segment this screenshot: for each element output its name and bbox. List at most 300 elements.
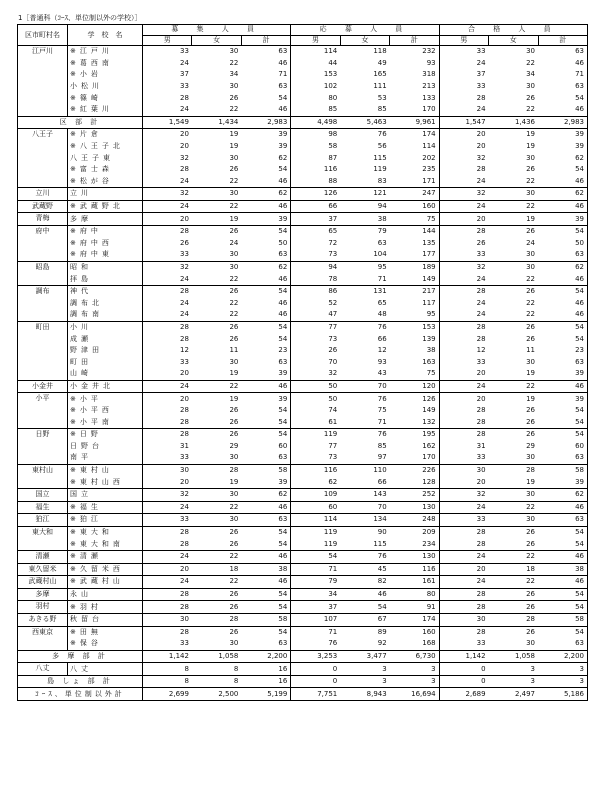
accepted-male-cell: 24 — [439, 200, 488, 213]
applicant-total-cell: 202 — [390, 152, 439, 164]
accepted-male-cell: 28 — [439, 225, 488, 237]
accepted-male-cell: 0 — [439, 675, 488, 688]
applicant-female-cell: 115 — [373, 539, 387, 548]
accepted-total-cell: 38 — [538, 563, 588, 576]
table-row — [18, 601, 588, 614]
table-row — [18, 452, 588, 464]
district-name: 福生 — [18, 501, 68, 514]
recruit-male-cell: 24 — [180, 310, 189, 319]
recruit-male-cell: 24 — [180, 274, 189, 283]
school-name: 小金井北 — [68, 380, 143, 393]
applicant-male-cell: 73 — [328, 453, 338, 462]
district-name: 東村山 — [18, 464, 68, 488]
applicant-female-cell: 66 — [377, 334, 387, 343]
recruit-female-cell: 22 — [192, 501, 241, 514]
accepted-male-cell: 24 — [476, 105, 486, 114]
recruit-total-cell: 46 — [241, 200, 290, 213]
recruit-female-cell: 19 — [192, 393, 241, 405]
district-name: 東大和 — [18, 526, 68, 550]
applicant-total-cell: 161 — [390, 576, 439, 589]
school-name: ※府中西 — [68, 238, 143, 250]
header-male: 男 — [439, 35, 488, 46]
table-row — [18, 429, 588, 441]
recruit-total-cell: 54 — [241, 92, 290, 104]
applicant-female-cell: 104 — [373, 250, 387, 259]
recruit-female-cell: 28 — [192, 464, 241, 476]
accepted-female-cell: 22 — [526, 310, 535, 319]
accepted-female-cell: 26 — [526, 406, 535, 415]
applicant-female-cell: 70 — [340, 501, 389, 514]
applicant-male-cell: 0 — [291, 663, 340, 676]
recruit-female-cell: 2,500 — [192, 688, 241, 701]
recruit-male-cell: 28 — [143, 626, 192, 638]
accepted-female-cell: 30 — [526, 82, 535, 91]
applicant-female-cell: 93 — [377, 357, 387, 366]
accepted-female-cell: 30 — [489, 514, 538, 527]
recruit-male-cell: 28 — [143, 429, 192, 441]
district-name: 狛江 — [18, 514, 68, 527]
accepted-female-cell: 19 — [489, 213, 538, 226]
recruit-total-cell: 63 — [241, 638, 290, 650]
table-row — [18, 613, 588, 626]
header-female: 女 — [192, 35, 241, 46]
accepted-male-cell: 33 — [476, 357, 486, 366]
district-name: 昭島 — [18, 261, 68, 285]
recruit-male-cell: 8 — [143, 675, 192, 688]
district-name: 立川 — [18, 188, 68, 201]
recruit-total-cell: 46 — [241, 380, 290, 393]
district-name: 小平 — [18, 393, 68, 429]
accepted-total-cell: 46 — [538, 576, 588, 589]
applicant-total-cell: 189 — [390, 261, 439, 273]
accepted-female-cell: 26 — [489, 225, 538, 237]
recruit-female-cell: 24 — [229, 238, 239, 247]
accepted-total-cell: 39 — [538, 213, 588, 226]
accepted-total-cell: 46 — [538, 309, 588, 321]
school-name: 日野台 — [68, 441, 143, 453]
applicant-male-cell: 116 — [291, 464, 340, 476]
accepted-female-cell: 22 — [526, 105, 535, 114]
table-caption: 1［普通科（ｺｰｽ、単位制以外の学校）］ — [18, 14, 142, 22]
applicant-male-cell: 62 — [328, 477, 338, 486]
applicant-total-cell: 3 — [390, 663, 439, 676]
applicant-total-cell: 160 — [390, 200, 439, 213]
accepted-total-cell: 46 — [538, 297, 588, 309]
accepted-female-cell: 34 — [526, 70, 535, 79]
accepted-male-cell: 20 — [439, 213, 488, 226]
recruit-female-cell: 30 — [229, 453, 239, 462]
accepted-female-cell: 30 — [489, 46, 538, 58]
applicant-total-cell: 139 — [390, 333, 439, 345]
accepted-male-cell: 30 — [439, 464, 488, 476]
applicant-female-cell: 63 — [377, 238, 387, 247]
accepted-total-cell: 63 — [538, 81, 588, 93]
applicant-female-cell: 38 — [340, 213, 389, 226]
accepted-female-cell: 22 — [526, 298, 535, 307]
subtotal-label: 島 しょ 部 計 — [18, 675, 143, 688]
accepted-male-cell: 33 — [476, 82, 486, 91]
applicant-female-cell: 76 — [340, 321, 389, 333]
accepted-male-cell: 28 — [439, 588, 488, 601]
applicant-female-cell: 46 — [340, 588, 389, 601]
recruit-male-cell: 1,142 — [143, 650, 192, 663]
recruit-total-cell: 39 — [241, 213, 290, 226]
recruit-total-cell: 54 — [241, 225, 290, 237]
header-female: 女 — [340, 35, 389, 46]
accepted-male-cell: 20 — [476, 142, 486, 151]
applicant-total-cell: 75 — [390, 368, 439, 380]
accepted-total-cell: 54 — [538, 321, 588, 333]
school-name: ※片倉 — [68, 129, 143, 141]
applicant-total-cell: 133 — [390, 92, 439, 104]
recruit-total-cell: 46 — [241, 58, 290, 70]
table-row — [18, 368, 588, 380]
district-name: 江戸川 — [18, 46, 68, 117]
recruit-total-cell: 62 — [241, 152, 290, 164]
accepted-male-cell: 28 — [476, 334, 486, 343]
applicant-total-cell: 318 — [390, 69, 439, 81]
applicant-female-cell: 54 — [340, 601, 389, 614]
accepted-female-cell: 30 — [526, 250, 535, 259]
recruit-female-cell: 22 — [229, 298, 239, 307]
accepted-total-cell: 2,200 — [538, 650, 588, 663]
applicant-male-cell: 78 — [328, 274, 338, 283]
accepted-male-cell: 24 — [439, 576, 488, 589]
accepted-total-cell: 60 — [538, 441, 588, 453]
subtotal-row — [18, 116, 588, 129]
applicant-total-cell: 163 — [390, 356, 439, 368]
recruit-male-cell: 28 — [143, 601, 192, 614]
applicant-total-cell: 170 — [390, 452, 439, 464]
accepted-total-cell: 62 — [538, 488, 588, 501]
accepted-male-cell: 1,547 — [439, 116, 488, 129]
table-row — [18, 476, 588, 488]
header-district: 区市町村名 — [18, 25, 68, 46]
recruit-female-cell: 30 — [192, 46, 241, 58]
accepted-female-cell: 19 — [489, 393, 538, 405]
applicant-total-cell: 209 — [390, 526, 439, 538]
table-row — [18, 416, 588, 428]
school-name: 永山 — [68, 588, 143, 601]
recruit-male-cell: 1,549 — [143, 116, 192, 129]
recruit-total-cell: 54 — [241, 429, 290, 441]
recruit-male-cell: 20 — [143, 563, 192, 576]
table-row — [18, 526, 588, 538]
accepted-total-cell: 39 — [538, 129, 588, 141]
accepted-male-cell: 28 — [439, 285, 488, 297]
accepted-total-cell: 39 — [538, 393, 588, 405]
applicant-male-cell: 109 — [291, 488, 340, 501]
school-name: 調布南 — [68, 309, 143, 321]
table-row — [18, 321, 588, 333]
applicant-female-cell: 66 — [377, 477, 387, 486]
accepted-total-cell: 54 — [538, 538, 588, 550]
recruit-female-cell: 1,434 — [192, 116, 241, 129]
recruit-total-cell: 62 — [241, 261, 290, 273]
applicant-total-cell: 234 — [390, 538, 439, 550]
accepted-female-cell: 26 — [489, 285, 538, 297]
header-total: 計 — [538, 35, 588, 46]
school-name: ※保谷 — [68, 638, 143, 650]
school-name: ※日野 — [68, 429, 143, 441]
recruit-female-cell: 19 — [229, 477, 239, 486]
recruit-male-cell: 12 — [180, 346, 189, 355]
accepted-male-cell: 24 — [476, 298, 486, 307]
subtotal-row — [18, 688, 588, 701]
recruit-male-cell: 30 — [143, 613, 192, 626]
recruit-female-cell: 26 — [229, 406, 239, 415]
applicant-female-cell: 94 — [340, 200, 389, 213]
recruit-female-cell: 26 — [229, 93, 239, 102]
recruit-male-cell: 20 — [143, 393, 192, 405]
accepted-female-cell: 30 — [526, 639, 535, 648]
applicant-male-cell: 50 — [291, 393, 340, 405]
accepted-female-cell: 24 — [526, 238, 535, 247]
recruit-female-cell: 8 — [192, 675, 241, 688]
applicant-female-cell: 83 — [377, 176, 387, 185]
accepted-male-cell: 28 — [476, 165, 486, 174]
accepted-female-cell: 26 — [526, 539, 535, 548]
recruit-female-cell: 30 — [229, 153, 239, 162]
recruit-male-cell: 31 — [180, 441, 189, 450]
applicant-male-cell: 50 — [291, 380, 340, 393]
recruit-female-cell: 26 — [229, 165, 239, 174]
school-name: ※羽村 — [68, 601, 143, 614]
accepted-male-cell: 32 — [439, 488, 488, 501]
recruit-male-cell: 28 — [180, 334, 189, 343]
accepted-male-cell: 0 — [439, 663, 488, 676]
recruit-female-cell: 19 — [192, 129, 241, 141]
table-row — [18, 225, 588, 237]
table-row — [18, 273, 588, 285]
header-female: 女 — [489, 35, 538, 46]
accepted-male-cell: 28 — [439, 601, 488, 614]
recruit-total-cell: 39 — [241, 476, 290, 488]
recruit-total-cell: 62 — [241, 488, 290, 501]
accepted-female-cell: 22 — [489, 200, 538, 213]
applicant-female-cell: 76 — [340, 550, 389, 563]
applicant-female-cell: 5,463 — [340, 116, 389, 129]
recruit-male-cell: 24 — [180, 298, 189, 307]
applicant-total-cell: 195 — [390, 429, 439, 441]
recruit-total-cell: 16 — [241, 663, 290, 676]
accepted-total-cell: 58 — [538, 613, 588, 626]
accepted-total-cell: 54 — [538, 285, 588, 297]
table-row — [18, 164, 588, 176]
recruit-female-cell: 34 — [229, 70, 239, 79]
accepted-total-cell: 54 — [538, 601, 588, 614]
school-name: ※松が谷 — [68, 176, 143, 188]
table-row — [18, 626, 588, 638]
applicant-male-cell: 73 — [328, 334, 338, 343]
accepted-female-cell: 19 — [526, 142, 535, 151]
district-name: 八丈 — [18, 663, 68, 676]
district-name: 調布 — [18, 285, 68, 321]
school-name: 小川 — [68, 321, 143, 333]
accepted-female-cell: 19 — [526, 477, 535, 486]
recruit-male-cell: 20 — [180, 369, 189, 378]
accepted-total-cell: 39 — [538, 476, 588, 488]
accepted-male-cell: 30 — [439, 613, 488, 626]
applicant-male-cell: 77 — [291, 321, 340, 333]
recruit-female-cell: 29 — [229, 441, 239, 450]
district-name: 清瀬 — [18, 550, 68, 563]
accepted-total-cell: 63 — [538, 514, 588, 527]
applicant-total-cell: 95 — [390, 309, 439, 321]
school-name: 成瀬 — [68, 333, 143, 345]
applicant-male-cell: 47 — [328, 310, 338, 319]
applicant-female-cell: 75 — [377, 406, 387, 415]
accepted-total-cell: 63 — [538, 452, 588, 464]
accepted-female-cell: 26 — [489, 429, 538, 441]
applicant-total-cell: 153 — [390, 321, 439, 333]
table-row — [18, 285, 588, 297]
school-name: ※小岩 — [68, 69, 143, 81]
table-row — [18, 129, 588, 141]
header-male: 男 — [143, 35, 192, 46]
applicant-total-cell: 177 — [390, 249, 439, 261]
recruit-total-cell: 58 — [241, 464, 290, 476]
school-name: ※小平西 — [68, 405, 143, 417]
applicant-total-cell: 162 — [390, 441, 439, 453]
applicant-female-cell: 115 — [373, 153, 387, 162]
applicant-female-cell: 143 — [340, 488, 389, 501]
accepted-total-cell: 23 — [538, 345, 588, 357]
table-row — [18, 380, 588, 393]
applicant-female-cell: 3 — [340, 675, 389, 688]
accepted-female-cell: 19 — [489, 129, 538, 141]
applicant-total-cell: 149 — [390, 273, 439, 285]
applicant-female-cell: 65 — [377, 298, 387, 307]
table-row — [18, 501, 588, 514]
header-male: 男 — [291, 35, 340, 46]
recruit-total-cell: 54 — [241, 333, 290, 345]
district-name: 青梅 — [18, 213, 68, 226]
applicant-male-cell: 37 — [291, 601, 340, 614]
accepted-total-cell: 63 — [538, 249, 588, 261]
applicant-total-cell: 226 — [390, 464, 439, 476]
applicant-male-cell: 37 — [291, 213, 340, 226]
recruit-female-cell: 26 — [192, 429, 241, 441]
accepted-female-cell: 26 — [489, 321, 538, 333]
applicant-male-cell: 32 — [328, 369, 338, 378]
applicant-female-cell: 70 — [340, 380, 389, 393]
table-row — [18, 550, 588, 563]
accepted-male-cell: 12 — [476, 346, 486, 355]
applicant-male-cell: 60 — [291, 501, 340, 514]
applicant-female-cell: 118 — [340, 46, 389, 58]
recruit-male-cell: 20 — [180, 142, 189, 151]
applicant-female-cell: 48 — [377, 310, 387, 319]
recruit-male-cell: 24 — [143, 200, 192, 213]
recruit-total-cell: 71 — [241, 69, 290, 81]
applicant-total-cell: 217 — [390, 285, 439, 297]
school-name: ※久留米西 — [68, 563, 143, 576]
recruit-female-cell: 30 — [229, 82, 239, 91]
accepted-total-cell: 54 — [538, 626, 588, 638]
applicant-female-cell: 12 — [377, 346, 387, 355]
applicant-female-cell: 3 — [340, 663, 389, 676]
recruit-female-cell: 26 — [192, 626, 241, 638]
applicant-female-cell: 119 — [373, 165, 387, 174]
accepted-total-cell: 46 — [538, 273, 588, 285]
applicant-female-cell: 89 — [340, 626, 389, 638]
applicant-male-cell: 52 — [328, 298, 338, 307]
accepted-total-cell: 62 — [538, 188, 588, 201]
applicant-female-cell: 71 — [377, 417, 387, 426]
recruit-female-cell: 11 — [229, 346, 239, 355]
applicant-total-cell: 130 — [390, 550, 439, 563]
recruit-total-cell: 2,983 — [241, 116, 290, 129]
accepted-female-cell: 29 — [526, 441, 535, 450]
district-name: あきる野 — [18, 613, 68, 626]
recruit-male-cell: 37 — [180, 70, 189, 79]
accepted-total-cell: 3 — [538, 675, 588, 688]
district-name: 羽村 — [18, 601, 68, 614]
recruit-total-cell: 63 — [241, 46, 290, 58]
applicant-total-cell: 149 — [390, 405, 439, 417]
school-name: 国立 — [68, 488, 143, 501]
school-name: ※東大和 — [68, 526, 143, 538]
recruit-total-cell: 46 — [241, 550, 290, 563]
recruit-total-cell: 46 — [241, 576, 290, 589]
applicant-male-cell: 34 — [291, 588, 340, 601]
accepted-total-cell: 50 — [538, 238, 588, 250]
school-name: 立川 — [68, 188, 143, 201]
school-name: ※武蔵野北 — [68, 200, 143, 213]
accepted-total-cell: 71 — [538, 69, 588, 81]
recruit-female-cell: 22 — [192, 200, 241, 213]
district-name: 武蔵野 — [18, 200, 68, 213]
school-name: ※府中 — [68, 225, 143, 237]
table-row — [18, 200, 588, 213]
accepted-total-cell: 54 — [538, 416, 588, 428]
accepted-male-cell: 24 — [439, 550, 488, 563]
school-name: ※葛西南 — [68, 58, 143, 70]
recruit-male-cell: 8 — [143, 663, 192, 676]
admissions-table — [17, 24, 588, 701]
recruit-male-cell: 2,699 — [143, 688, 192, 701]
header-applicants: 応 募 人 員 — [291, 25, 439, 36]
applicant-male-cell: 126 — [291, 188, 340, 201]
subtotal-row — [18, 650, 588, 663]
accepted-male-cell: 28 — [476, 406, 486, 415]
school-name: ※狛江 — [68, 514, 143, 527]
table-row — [18, 141, 588, 153]
accepted-male-cell: 28 — [476, 93, 486, 102]
accepted-male-cell: 33 — [476, 250, 486, 259]
recruit-total-cell: 54 — [241, 416, 290, 428]
recruit-total-cell: 62 — [241, 188, 290, 201]
recruit-total-cell: 63 — [241, 514, 290, 527]
table-row — [18, 188, 588, 201]
school-name: 八王子東 — [68, 152, 143, 164]
applicant-total-cell: 91 — [390, 601, 439, 614]
school-name: 拝島 — [68, 273, 143, 285]
subtotal-label: ｺｰｽ、単位制以外計 — [18, 688, 143, 701]
district-name: 日野 — [18, 429, 68, 465]
applicant-male-cell: 79 — [291, 576, 340, 589]
applicant-total-cell: 120 — [390, 380, 439, 393]
recruit-total-cell: 39 — [241, 129, 290, 141]
recruit-male-cell: 28 — [143, 526, 192, 538]
recruit-female-cell: 26 — [192, 285, 241, 297]
school-name: ※福生 — [68, 501, 143, 514]
school-name: ※紅葉川 — [68, 104, 143, 116]
recruit-female-cell: 30 — [229, 357, 239, 366]
recruit-male-cell: 33 — [180, 453, 189, 462]
accepted-female-cell: 30 — [489, 261, 538, 273]
